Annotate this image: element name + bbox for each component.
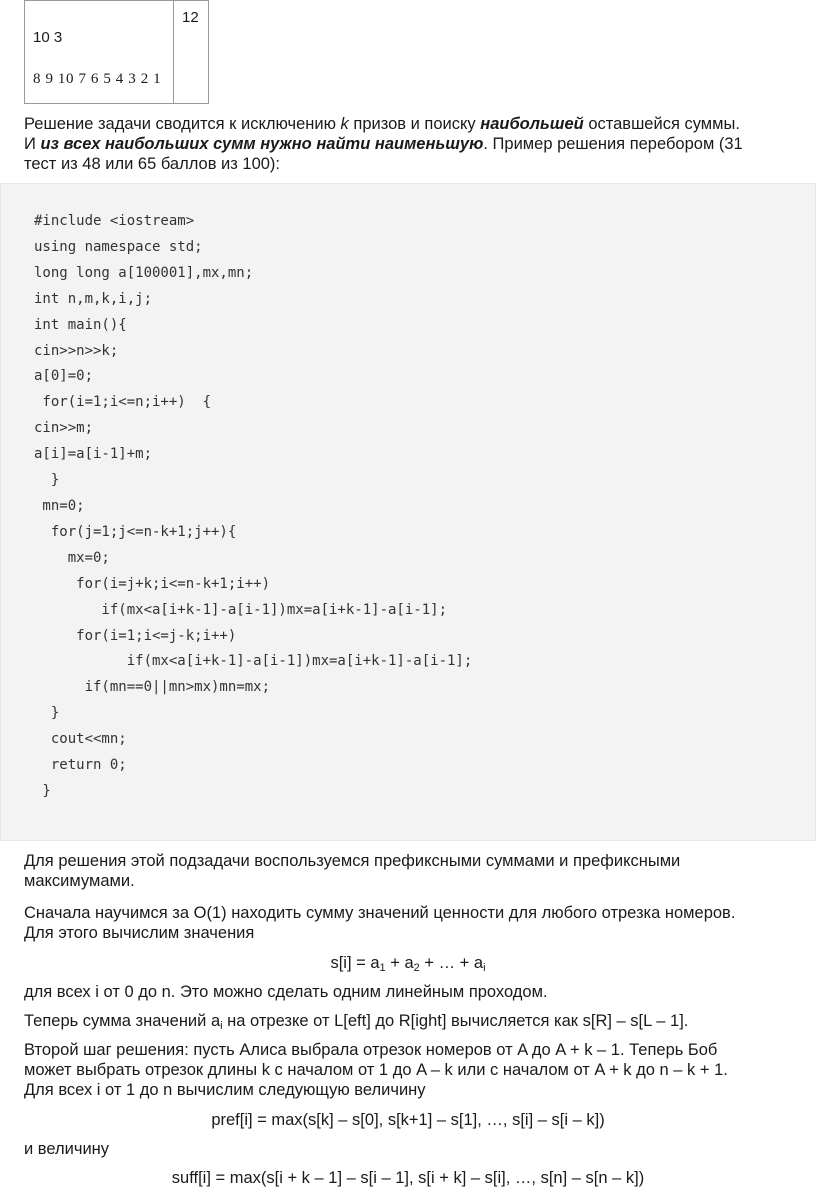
formula-suff: suff[i] = max(s[i + k – 1] – s[i – 1], s[i + k] – s[i], …, s[n] – s[n – k]) bbox=[171, 1169, 645, 1187]
code-line: mx=0; bbox=[34, 549, 110, 566]
step2-paragraph bbox=[24, 1040, 794, 1100]
sample-input-cell bbox=[25, 1, 174, 104]
code-line: #include <iostream> bbox=[34, 213, 195, 229]
sum-paragraph: Теперь сумма значений $a_i$ на отрезке от L[eft] до R[ight] вычисляется как s[R] – s[L – 1]. bbox=[24, 1012, 689, 1032]
code-line: for(i=1;i<=j-k;i++) bbox=[34, 627, 237, 644]
code-line: a[i]=a[i-1]+m; bbox=[34, 446, 153, 463]
code-line: } bbox=[34, 782, 51, 799]
code-line: cin>>n>>k; bbox=[34, 342, 119, 359]
prefix-paragraph bbox=[24, 851, 794, 891]
all-i-paragraph: для всех i от 0 до n. Это можно сделать одним линейным проходом. bbox=[24, 983, 548, 1001]
intro-line-3: тест из 48 или 65 баллов из 100): bbox=[24, 155, 281, 173]
code-text bbox=[34, 209, 472, 805]
o1-line-2: Для этого вычислим значения bbox=[24, 924, 255, 942]
step2-line-1: Второй шаг решения: пусть Алиса выбрала отрезок номеров от A до A + k – 1. Теперь Боб bbox=[24, 1041, 718, 1059]
code-line: } bbox=[34, 472, 60, 489]
code-line: cout<<mn; bbox=[34, 731, 127, 748]
code-line: a[0]=0; bbox=[34, 368, 94, 385]
sample-input-line2: 8 9 10 7 6 5 4 3 2 1 bbox=[33, 71, 162, 87]
code-line: for(i=j+k;i<=n-k+1;i++) bbox=[34, 575, 271, 592]
code-line: return 0; bbox=[34, 757, 127, 774]
code-line: if(mx<a[i+k-1]-a[i-1])mx=a[i+k-1]-a[i-1]; bbox=[34, 653, 473, 670]
code-line: for(i=1;i<=n;i++) { bbox=[34, 394, 212, 411]
and-paragraph: и величину bbox=[24, 1140, 110, 1158]
sample-output-value: 12 bbox=[182, 9, 199, 26]
o1-line-1: Сначала научимся за O(1) находить сумму значений ценности для любого отрезка номеров. bbox=[24, 904, 736, 922]
sample-table bbox=[24, 0, 209, 104]
step2-line-2: может выбрать отрезок длины k с началом от 1 до A – k или с началом от A + k до n – k + 1. bbox=[24, 1061, 728, 1079]
code-line: long long a[100001],mx,mn; bbox=[34, 264, 254, 281]
code-line: int n,m,k,i,j; bbox=[34, 290, 153, 307]
prefix-line-1: Для решения этой подзадачи воспользуемся префиксными суммами и префиксными bbox=[24, 852, 681, 870]
intro-line-1: Решение задачи сводится к исключению k призов и поиску наибольшей оставшейся суммы. bbox=[24, 115, 740, 133]
code-line: } bbox=[34, 705, 60, 722]
code-line: for(j=1;j<=n-k+1;j++){ bbox=[34, 523, 237, 540]
code-line: if(mn==0||mn>mx)mn=mx; bbox=[34, 679, 271, 696]
step2-line-3: Для всех i от 1 до n вычислим следующую величину bbox=[24, 1081, 426, 1099]
code-line: mn=0; bbox=[34, 497, 85, 514]
code-line: int main(){ bbox=[34, 316, 127, 333]
code-line: cin>>m; bbox=[34, 420, 94, 437]
formula-s: $s[i] = a_1 + a_2$ + … + $a_i$ bbox=[330, 954, 486, 974]
o1-paragraph bbox=[24, 903, 794, 943]
code-line: using namespace std; bbox=[34, 238, 203, 255]
prefix-line-2: максимумами. bbox=[24, 872, 135, 890]
code-line: if(mx<a[i+k-1]-a[i-1])mx=a[i+k-1]-a[i-1]; bbox=[34, 601, 448, 618]
intro-line-2: И из всех наибольших сумм нужно найти наименьшую. Пример решения перебором (31 bbox=[24, 135, 743, 153]
intro-paragraph bbox=[24, 114, 794, 174]
sample-output-cell bbox=[174, 1, 209, 104]
formula-pref: pref[i] = max(s[k] – s[0], s[k+1] – s[1], …, s[i] – s[i – k]) bbox=[211, 1111, 605, 1129]
sample-input-line1: 10 3 bbox=[33, 29, 63, 46]
code-block bbox=[0, 183, 816, 841]
